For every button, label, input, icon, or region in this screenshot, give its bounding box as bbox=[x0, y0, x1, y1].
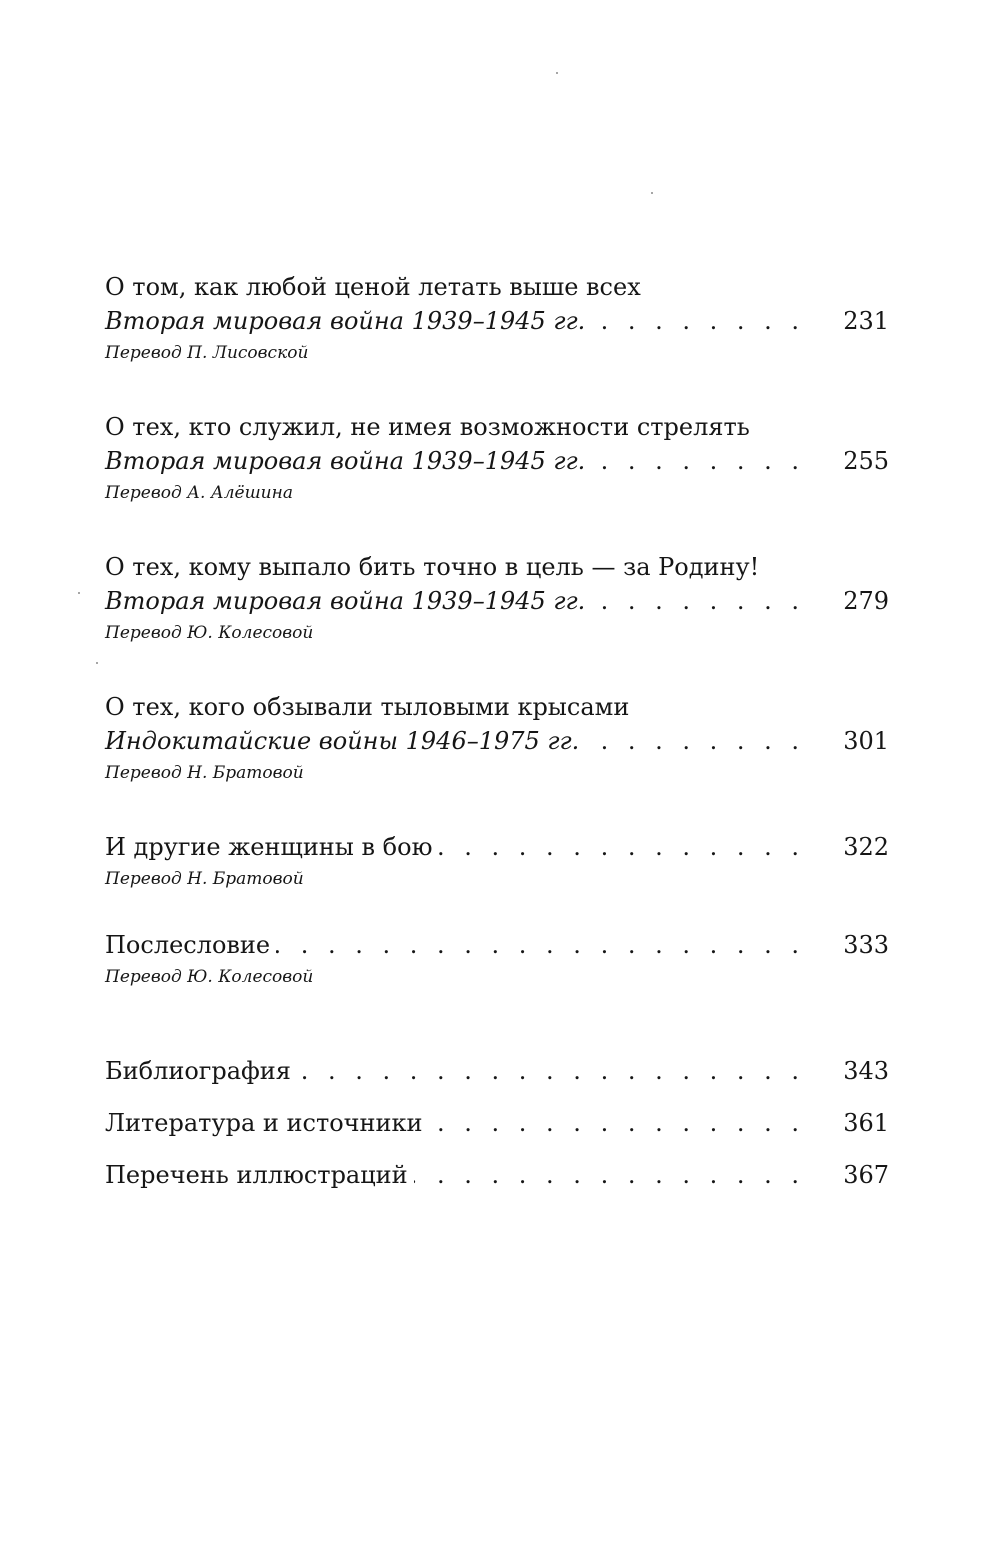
toc-entry-title: О тех, кого обзывали тыловыми крысами bbox=[105, 693, 630, 721]
dot-leader bbox=[297, 1054, 843, 1088]
page-number: 301 bbox=[843, 727, 889, 755]
print-speck bbox=[556, 72, 558, 74]
dot-leader bbox=[276, 928, 843, 962]
toc-entry-title-line bbox=[105, 1158, 889, 1192]
toc-entry-title: Библиография bbox=[105, 1057, 291, 1085]
page-number: 255 bbox=[843, 447, 889, 475]
page-number: 343 bbox=[843, 1057, 889, 1085]
translator-credit: Перевод Н. Братовой bbox=[105, 869, 304, 889]
toc-entry-title-line bbox=[105, 928, 889, 962]
toc-entry-title-line bbox=[105, 830, 889, 864]
dot-leader bbox=[438, 830, 843, 864]
toc-appendix-entry[interactable] bbox=[105, 1158, 889, 1192]
toc-entry[interactable] bbox=[105, 410, 889, 508]
toc-entry-title: О тех, кто служил, не имея возможности стрелять bbox=[105, 413, 750, 441]
toc-entry-subtitle-line bbox=[105, 724, 889, 758]
page-number: 367 bbox=[843, 1161, 889, 1189]
translator-credit: Перевод А. Алёшина bbox=[105, 483, 293, 503]
toc-entry-title-line bbox=[105, 1054, 889, 1088]
translator-credit: Перевод Ю. Колесовой bbox=[105, 623, 314, 643]
toc-entry-subtitle-line bbox=[105, 304, 889, 338]
dot-leader bbox=[429, 1106, 843, 1140]
page-number: 231 bbox=[843, 307, 889, 335]
toc-entry-subtitle-line bbox=[105, 584, 889, 618]
dot-leader bbox=[585, 724, 843, 758]
toc-entry[interactable] bbox=[105, 830, 889, 894]
dot-leader bbox=[591, 304, 843, 338]
toc-entry-subtitle: Индокитайские войны 1946–1975 гг. bbox=[105, 727, 580, 755]
page-number: 361 bbox=[843, 1109, 889, 1137]
toc-appendix-entry[interactable] bbox=[105, 1054, 889, 1088]
toc-entry-title: О том, как любой ценой летать выше всех bbox=[105, 273, 641, 301]
toc-entry-subtitle: Вторая мировая война 1939–1945 гг. bbox=[105, 447, 586, 475]
toc-entry-title: Послесловие bbox=[105, 931, 271, 959]
page-number: 279 bbox=[843, 587, 889, 615]
toc-entry-title: О тех, кому выпало бить точно в цель — за Родину! bbox=[105, 553, 760, 581]
toc-entry-title: И другие женщины в бою bbox=[105, 833, 433, 861]
page-number: 322 bbox=[843, 833, 889, 861]
table-of-contents bbox=[105, 270, 889, 1192]
dot-leader bbox=[591, 584, 843, 618]
toc-entry-subtitle: Вторая мировая война 1939–1945 гг. bbox=[105, 587, 586, 615]
print-speck bbox=[78, 592, 80, 594]
translator-credit: Перевод Н. Братовой bbox=[105, 763, 304, 783]
toc-entry[interactable] bbox=[105, 550, 889, 648]
print-speck bbox=[96, 662, 98, 664]
dot-leader bbox=[591, 444, 843, 478]
dot-leader bbox=[414, 1158, 843, 1192]
toc-entry[interactable] bbox=[105, 270, 889, 368]
print-speck bbox=[651, 192, 653, 194]
toc-entry-subtitle-line bbox=[105, 444, 889, 478]
toc-entry[interactable] bbox=[105, 928, 889, 992]
toc-entry-title-line bbox=[105, 1106, 889, 1140]
toc-entry-subtitle: Вторая мировая война 1939–1945 гг. bbox=[105, 307, 586, 335]
translator-credit: Перевод Ю. Колесовой bbox=[105, 967, 314, 987]
toc-entry[interactable] bbox=[105, 690, 889, 788]
toc-entry-title: Перечень иллюстраций bbox=[105, 1161, 408, 1189]
toc-appendix-entry[interactable] bbox=[105, 1106, 889, 1140]
page-number: 333 bbox=[843, 931, 889, 959]
toc-entry-title: Литература и источники bbox=[105, 1109, 423, 1137]
translator-credit: Перевод П. Лисовской bbox=[105, 343, 309, 363]
